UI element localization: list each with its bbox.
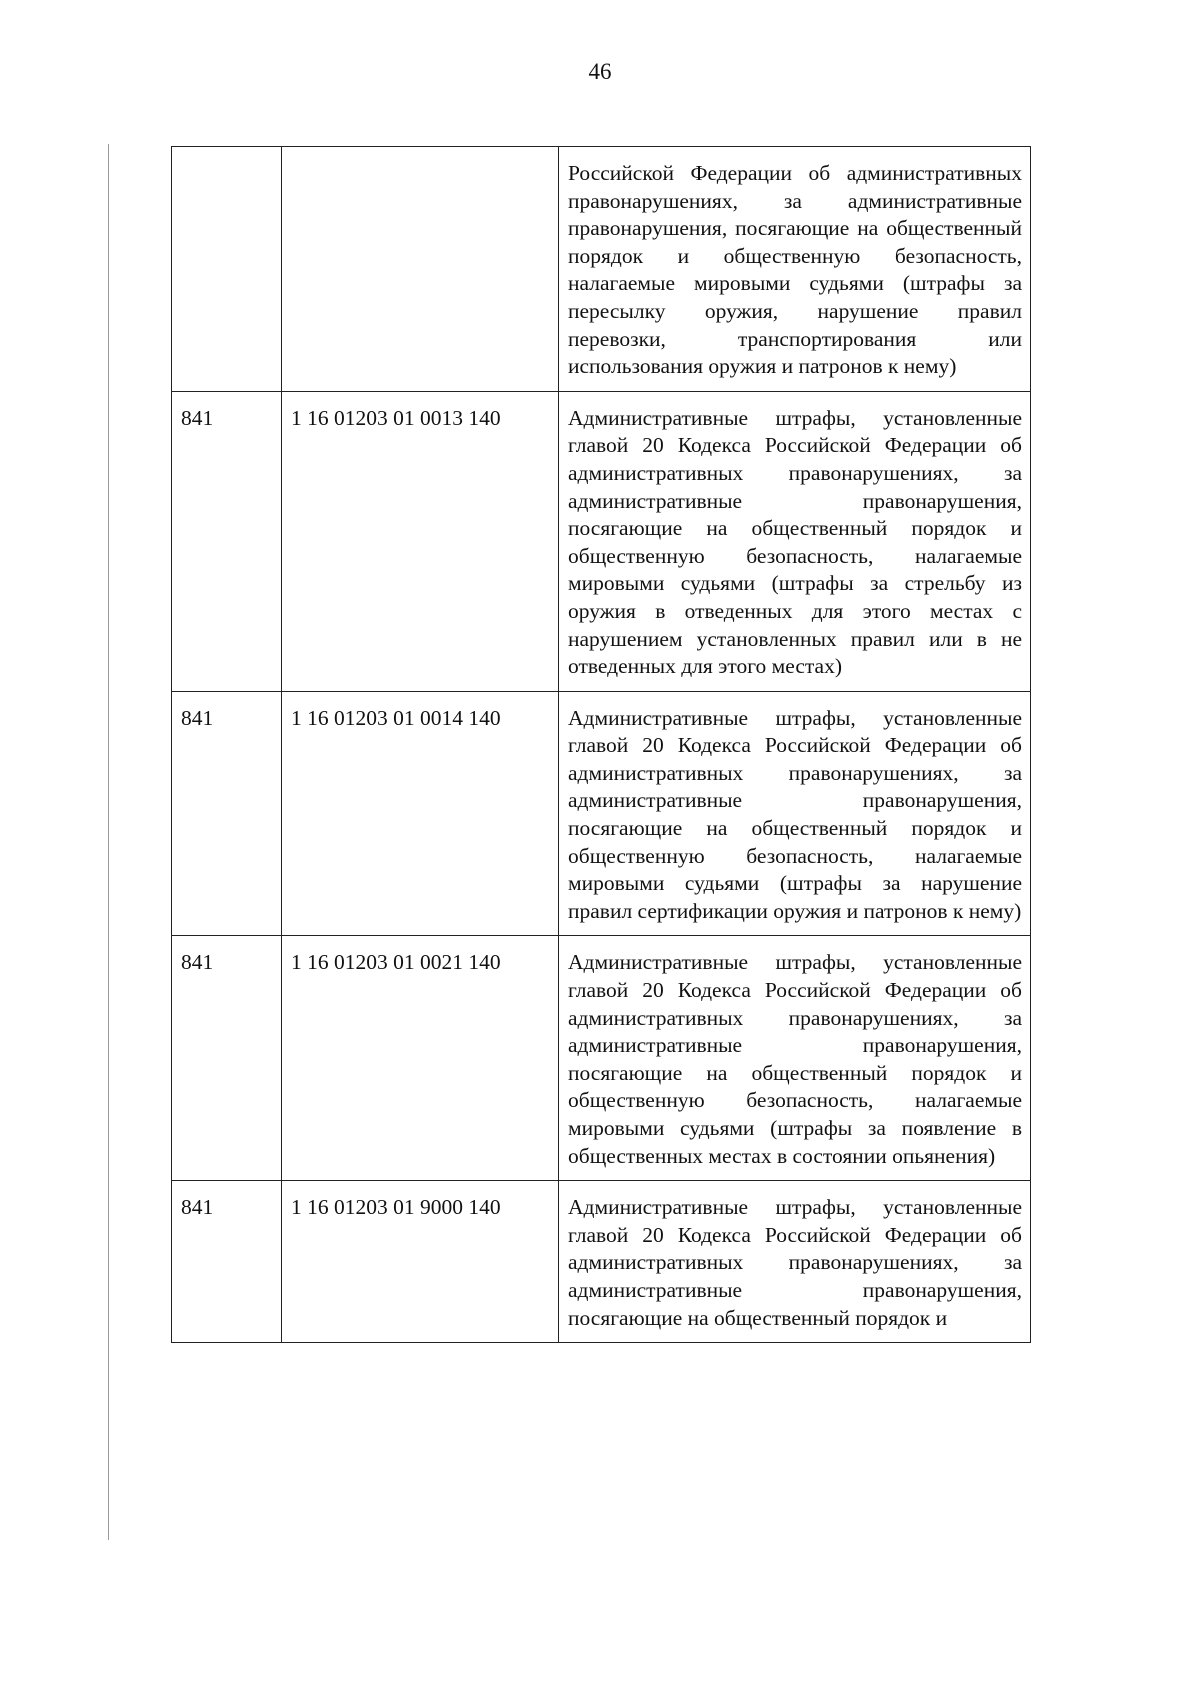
description-cell <box>559 391 1031 691</box>
admin-code-cell: 841 <box>172 691 282 936</box>
kbk-code-cell: 1 16 01203 01 9000 140 <box>282 1181 559 1343</box>
kbk-code-cell: 1 16 01203 01 0013 140 <box>282 391 559 691</box>
description-text: Административные штрафы, установленные главой 20 Кодекса Российской Федерации об административных правонарушениях, за административные правонарушения, посягающие на общественный порядок и общественную безопасность, налагаемые мировыми судьями (штрафы за нарушение правил сертификации оружия и патронов к нему) <box>568 705 1022 923</box>
description-text: Административные штрафы, установленные главой 20 Кодекса Российской Федерации об административных правонарушениях, за административные правонарушения, посягающие на общественный порядок и <box>568 1195 1022 1330</box>
table-row <box>172 691 1031 936</box>
kbk-code-cell: 1 16 01203 01 0014 140 <box>282 691 559 936</box>
table-row <box>172 147 1031 392</box>
description-text: Административные штрафы, установленные главой 20 Кодекса Российской Федерации об административных правонарушениях, за административные правонарушения, посягающие на общественный порядок и общественную безопасность, налагаемые мировыми судьями (штрафы за появление в общественных местах в состоянии опьянения) <box>568 950 1022 1168</box>
kbk-code-cell: 1 16 01203 01 0021 140 <box>282 936 559 1181</box>
description-cell <box>559 147 1031 392</box>
admin-code-cell <box>172 147 282 392</box>
description-text: Российской Федерации об административных правонарушениях, за административные правонарушения, посягающие на общественный порядок и общественную безопасность, налагаемые мировыми судьями (штрафы за пересылку оружия, нарушение правил перевозки, транспортирования или использования оружия и патронов к нему) <box>568 161 1022 379</box>
description-text: Административные штрафы, установленные главой 20 Кодекса Российской Федерации об административных правонарушениях, за административные правонарушения, посягающие на общественный порядок и общественную безопасность, налагаемые мировыми судьями (штрафы за стрельбу из оружия в отведенных для этого местах с нарушением установленных правил или в не отведенных для этого местах) <box>568 405 1022 679</box>
description-cell <box>559 1181 1031 1343</box>
admin-code-cell: 841 <box>172 1181 282 1343</box>
description-cell <box>559 936 1031 1181</box>
budget-classification-table <box>171 146 1031 1343</box>
binding-margin-line <box>108 144 109 1540</box>
page-number: 46 <box>588 59 612 84</box>
admin-code-cell: 841 <box>172 391 282 691</box>
description-cell <box>559 691 1031 936</box>
table-row <box>172 1181 1031 1343</box>
kbk-code-cell <box>282 147 559 392</box>
admin-code-cell: 841 <box>172 936 282 1181</box>
table-row <box>172 936 1031 1181</box>
table-row <box>172 391 1031 691</box>
